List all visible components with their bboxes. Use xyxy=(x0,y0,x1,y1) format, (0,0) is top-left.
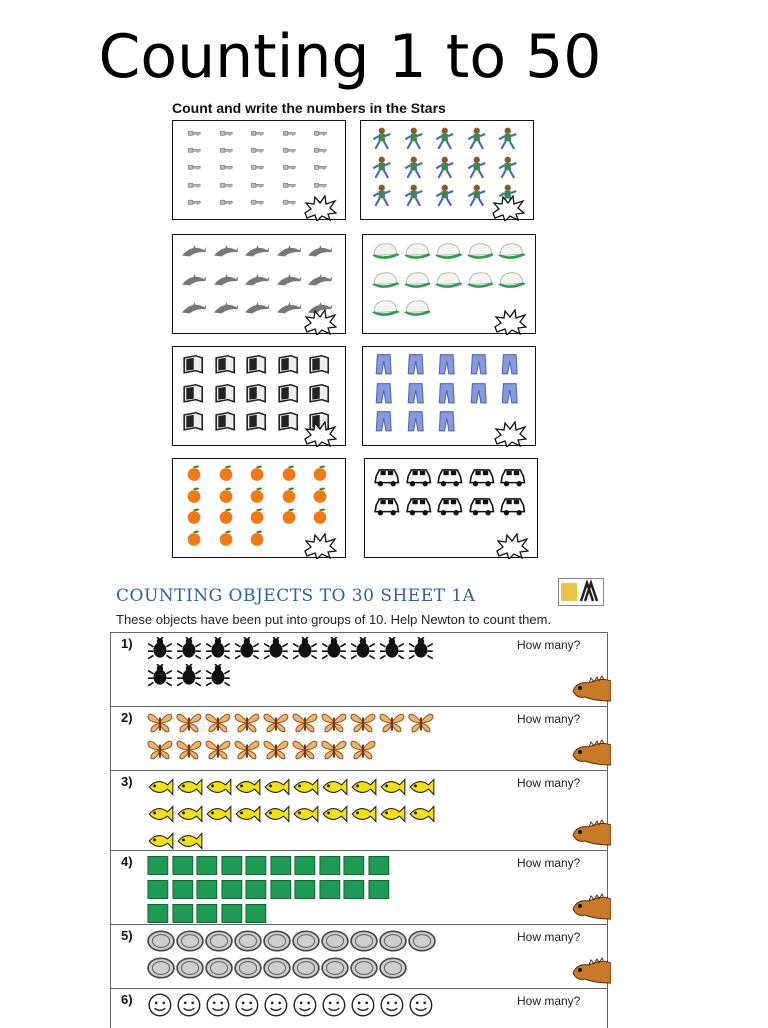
dolphin-icon xyxy=(276,298,304,328)
object-group xyxy=(147,707,507,770)
counting-box-runner xyxy=(360,120,534,220)
orange-icon xyxy=(244,465,272,488)
trousers-icon xyxy=(466,382,494,412)
how-many-label: How many? xyxy=(517,712,581,726)
counting-row xyxy=(110,850,608,924)
fish-icon xyxy=(263,775,291,804)
orange-icon xyxy=(244,530,272,553)
cap-icon xyxy=(371,270,399,300)
fish-icon xyxy=(408,775,436,804)
green-square-icon xyxy=(343,879,367,905)
runner-icon xyxy=(432,127,460,157)
orange-icon xyxy=(181,530,209,553)
green-square-icon xyxy=(196,879,220,905)
cap-icon xyxy=(466,270,494,300)
key-icon xyxy=(276,161,304,179)
runner-icon xyxy=(369,127,397,157)
book-icon xyxy=(213,353,241,383)
orange-icon xyxy=(276,508,304,531)
watermark-icon: ✦ xyxy=(170,694,229,760)
object-group xyxy=(147,771,507,850)
butterfly-icon xyxy=(176,711,204,740)
smiley-icon xyxy=(321,993,349,1022)
key-icon xyxy=(244,127,272,145)
dolphin-icon xyxy=(244,241,272,271)
runner-icon xyxy=(432,184,460,214)
star-counting-worksheet xyxy=(150,96,545,568)
cap-icon xyxy=(403,241,431,271)
car-icon xyxy=(405,494,433,524)
fish-icon xyxy=(292,775,320,804)
green-square-icon xyxy=(270,855,294,881)
coin-icon xyxy=(263,929,291,958)
orange-icon xyxy=(181,508,209,531)
dolphin-icon xyxy=(181,241,209,271)
key-icon xyxy=(181,179,209,197)
runner-icon xyxy=(464,156,492,186)
newton-lizard-icon xyxy=(571,815,611,849)
butterfly-icon xyxy=(205,738,233,767)
counting-box-dolphin xyxy=(172,234,346,334)
fish-icon xyxy=(350,802,378,831)
key-icon xyxy=(213,144,241,162)
book-icon xyxy=(244,410,272,440)
green-square-icon xyxy=(147,855,171,881)
counting-box-orange xyxy=(172,458,346,558)
green-square-icon xyxy=(368,879,392,905)
book-icon xyxy=(276,410,304,440)
key-icon xyxy=(307,144,335,162)
key-icon xyxy=(213,196,241,214)
key-icon xyxy=(181,127,209,145)
butterfly-icon xyxy=(263,738,291,767)
runner-icon xyxy=(369,184,397,214)
runner-icon xyxy=(432,156,460,186)
car-icon xyxy=(405,465,433,495)
how-many-label: How many? xyxy=(517,776,581,790)
orange-icon xyxy=(276,487,304,510)
counting-row xyxy=(110,988,608,1028)
key-icon xyxy=(276,179,304,197)
key-icon xyxy=(181,144,209,162)
answer-star-icon[interactable] xyxy=(303,195,337,221)
cap-icon xyxy=(434,241,462,271)
fish-icon xyxy=(205,775,233,804)
dolphin-icon xyxy=(213,270,241,300)
counting-row xyxy=(110,632,608,706)
dolphin-icon xyxy=(307,241,335,271)
butterfly-icon xyxy=(234,738,262,767)
beetle-icon xyxy=(176,637,204,666)
answer-star-icon[interactable] xyxy=(303,421,337,447)
car-icon xyxy=(468,494,496,524)
butterfly-icon xyxy=(147,711,175,740)
butterfly-icon xyxy=(408,711,436,740)
row-number: 6) xyxy=(121,992,133,1007)
page-title: Counting 1 to 50 xyxy=(98,22,602,92)
green-square-icon xyxy=(245,855,269,881)
coin-icon xyxy=(147,956,175,985)
key-icon xyxy=(213,127,241,145)
counting-row xyxy=(110,924,608,988)
book-icon xyxy=(181,382,209,412)
row-number: 1) xyxy=(121,636,133,651)
book-icon xyxy=(244,353,272,383)
key-icon xyxy=(276,144,304,162)
book-icon xyxy=(276,353,304,383)
fish-icon xyxy=(321,802,349,831)
how-many-label: How many? xyxy=(517,930,581,944)
runner-icon xyxy=(495,156,523,186)
orange-icon xyxy=(213,530,241,553)
how-many-label: How many? xyxy=(517,994,581,1008)
beetle-icon xyxy=(205,637,233,666)
dolphin-icon xyxy=(213,298,241,328)
smiley-icon xyxy=(379,993,407,1022)
beetle-icon xyxy=(263,637,291,666)
green-square-icon xyxy=(294,855,318,881)
smiley-icon xyxy=(147,993,175,1022)
key-icon xyxy=(244,179,272,197)
dolphin-icon xyxy=(244,298,272,328)
coin-icon xyxy=(350,929,378,958)
row-number: 2) xyxy=(121,710,133,725)
runner-icon xyxy=(369,156,397,186)
dolphin-icon xyxy=(213,241,241,271)
fish-icon xyxy=(379,775,407,804)
counting-box-book xyxy=(172,346,346,446)
key-icon xyxy=(307,161,335,179)
trousers-icon xyxy=(434,382,462,412)
green-square-icon xyxy=(319,855,343,881)
trousers-icon xyxy=(403,382,431,412)
dolphin-icon xyxy=(276,270,304,300)
green-square-icon xyxy=(245,879,269,905)
butterfly-icon xyxy=(234,711,262,740)
book-icon xyxy=(276,382,304,412)
cap-icon xyxy=(497,270,525,300)
fish-icon xyxy=(176,775,204,804)
orange-icon xyxy=(276,465,304,488)
coin-icon xyxy=(147,929,175,958)
book-icon xyxy=(181,410,209,440)
trousers-icon xyxy=(371,382,399,412)
green-square-icon xyxy=(147,879,171,905)
coin-icon xyxy=(176,929,204,958)
smiley-icon xyxy=(205,993,233,1022)
butterfly-icon xyxy=(379,711,407,740)
dolphin-icon xyxy=(276,241,304,271)
green-square-icon xyxy=(294,879,318,905)
car-icon xyxy=(499,465,527,495)
smiley-icon xyxy=(408,993,436,1022)
butterfly-icon xyxy=(176,738,204,767)
fish-icon xyxy=(263,802,291,831)
coin-icon xyxy=(234,929,262,958)
dolphin-icon xyxy=(181,298,209,328)
counting-box-trousers xyxy=(362,346,536,446)
runner-icon xyxy=(464,184,492,214)
answer-star-icon[interactable] xyxy=(491,195,525,221)
runner-icon xyxy=(401,184,429,214)
beetle-icon xyxy=(379,637,407,666)
fish-icon xyxy=(234,802,262,831)
smiley-icon xyxy=(263,993,291,1022)
coin-icon xyxy=(379,956,407,985)
cap-icon xyxy=(403,270,431,300)
newton-lizard-icon xyxy=(571,889,611,923)
coin-icon xyxy=(321,929,349,958)
counting-box-car xyxy=(364,458,538,558)
dolphin-icon xyxy=(181,270,209,300)
coin-icon xyxy=(292,929,320,958)
answer-star-icon[interactable] xyxy=(303,309,337,335)
counting-objects-worksheet xyxy=(108,578,610,1024)
orange-icon xyxy=(244,508,272,531)
coin-icon xyxy=(205,956,233,985)
key-icon xyxy=(244,161,272,179)
butterfly-icon xyxy=(147,738,175,767)
beetle-icon xyxy=(408,637,436,666)
butterfly-icon xyxy=(292,738,320,767)
fish-icon xyxy=(147,775,175,804)
smiley-icon xyxy=(176,993,204,1022)
green-square-icon xyxy=(172,855,196,881)
beetle-icon xyxy=(321,637,349,666)
book-icon xyxy=(307,353,335,383)
car-icon xyxy=(468,465,496,495)
trousers-icon xyxy=(466,353,494,383)
book-icon xyxy=(213,410,241,440)
dolphin-icon xyxy=(307,270,335,300)
butterfly-icon xyxy=(205,711,233,740)
coin-icon xyxy=(408,929,436,958)
beetle-icon xyxy=(176,664,204,693)
car-icon xyxy=(436,494,464,524)
book-icon xyxy=(244,382,272,412)
butterfly-icon xyxy=(321,711,349,740)
coin-icon xyxy=(350,956,378,985)
key-icon xyxy=(213,179,241,197)
answer-star-icon[interactable] xyxy=(495,533,529,559)
runner-icon xyxy=(401,127,429,157)
beetle-icon xyxy=(234,637,262,666)
car-icon xyxy=(436,465,464,495)
fish-icon xyxy=(147,802,175,831)
beetle-icon xyxy=(147,664,175,693)
butterfly-icon xyxy=(292,711,320,740)
cap-icon xyxy=(403,298,431,328)
how-many-label: How many? xyxy=(517,638,581,652)
coin-icon xyxy=(234,956,262,985)
green-square-icon xyxy=(196,855,220,881)
green-square-icon xyxy=(172,879,196,905)
trousers-icon xyxy=(371,410,399,440)
newton-logo-icon xyxy=(558,578,604,606)
object-group xyxy=(147,925,507,988)
orange-icon xyxy=(307,508,335,531)
orange-icon xyxy=(213,508,241,531)
key-icon xyxy=(276,127,304,145)
orange-icon xyxy=(181,465,209,488)
beetle-icon xyxy=(147,637,175,666)
beetle-icon xyxy=(205,664,233,693)
coin-icon xyxy=(292,956,320,985)
book-icon xyxy=(307,382,335,412)
butterfly-icon xyxy=(350,711,378,740)
object-group xyxy=(147,851,507,924)
car-icon xyxy=(499,494,527,524)
smiley-icon xyxy=(350,993,378,1022)
green-square-icon xyxy=(270,879,294,905)
fish-icon xyxy=(350,775,378,804)
butterfly-icon xyxy=(350,738,378,767)
counting-row xyxy=(110,770,608,850)
object-group xyxy=(147,989,507,1028)
coin-icon xyxy=(176,956,204,985)
green-square-icon xyxy=(319,879,343,905)
trousers-icon xyxy=(497,382,525,412)
orange-icon xyxy=(213,487,241,510)
green-square-icon xyxy=(368,855,392,881)
newton-lizard-icon xyxy=(571,953,611,987)
newton-lizard-icon xyxy=(571,735,611,769)
car-icon xyxy=(373,465,401,495)
beetle-icon xyxy=(292,637,320,666)
green-square-icon xyxy=(221,855,245,881)
trousers-icon xyxy=(403,353,431,383)
row-number: 3) xyxy=(121,774,133,789)
orange-icon xyxy=(244,487,272,510)
coin-icon xyxy=(379,929,407,958)
runner-icon xyxy=(464,127,492,157)
newton-lizard-icon xyxy=(571,671,611,705)
key-icon xyxy=(307,127,335,145)
butterfly-icon xyxy=(321,738,349,767)
beetle-icon xyxy=(350,637,378,666)
orange-icon xyxy=(307,487,335,510)
cap-icon xyxy=(497,241,525,271)
fish-icon xyxy=(234,775,262,804)
key-icon xyxy=(244,144,272,162)
cap-icon xyxy=(466,241,494,271)
cap-icon xyxy=(434,270,462,300)
answer-star-icon[interactable] xyxy=(493,309,527,335)
worksheet-instructions: These objects have been put into groups of 10. Help Newton to count them. xyxy=(116,612,552,627)
fish-icon xyxy=(292,802,320,831)
butterfly-icon xyxy=(263,711,291,740)
worksheet-title: COUNTING OBJECTS TO 30 SHEET 1A xyxy=(116,586,476,606)
car-icon xyxy=(373,494,401,524)
dolphin-icon xyxy=(244,270,272,300)
cap-icon xyxy=(371,298,399,328)
book-icon xyxy=(181,353,209,383)
smiley-icon xyxy=(234,993,262,1022)
how-many-label: How many? xyxy=(517,856,581,870)
runner-icon xyxy=(401,156,429,186)
counting-box-key xyxy=(172,120,346,220)
orange-icon xyxy=(213,465,241,488)
smiley-icon xyxy=(292,993,320,1022)
key-icon xyxy=(244,196,272,214)
key-icon xyxy=(181,196,209,214)
fish-icon xyxy=(408,802,436,831)
row-number: 5) xyxy=(121,928,133,943)
green-square-icon xyxy=(221,879,245,905)
answer-star-icon[interactable] xyxy=(493,421,527,447)
trousers-icon xyxy=(371,353,399,383)
fish-icon xyxy=(176,802,204,831)
key-icon xyxy=(213,161,241,179)
orange-icon xyxy=(181,487,209,510)
green-square-icon xyxy=(343,855,367,881)
coin-icon xyxy=(205,929,233,958)
coin-icon xyxy=(263,956,291,985)
trousers-icon xyxy=(434,353,462,383)
answer-star-icon[interactable] xyxy=(303,533,337,559)
trousers-icon xyxy=(497,353,525,383)
object-group xyxy=(147,633,507,706)
counting-box-cap xyxy=(362,234,536,334)
orange-icon xyxy=(307,465,335,488)
cap-icon xyxy=(371,241,399,271)
fish-icon xyxy=(205,802,233,831)
worksheet-heading: Count and write the numbers in the Stars xyxy=(172,100,446,116)
counting-row xyxy=(110,706,608,770)
key-icon xyxy=(181,161,209,179)
trousers-icon xyxy=(434,410,462,440)
trousers-icon xyxy=(403,410,431,440)
runner-icon xyxy=(495,127,523,157)
coin-icon xyxy=(321,956,349,985)
key-icon xyxy=(276,196,304,214)
fish-icon xyxy=(321,775,349,804)
row-number: 4) xyxy=(121,854,133,869)
book-icon xyxy=(213,382,241,412)
fish-icon xyxy=(379,802,407,831)
